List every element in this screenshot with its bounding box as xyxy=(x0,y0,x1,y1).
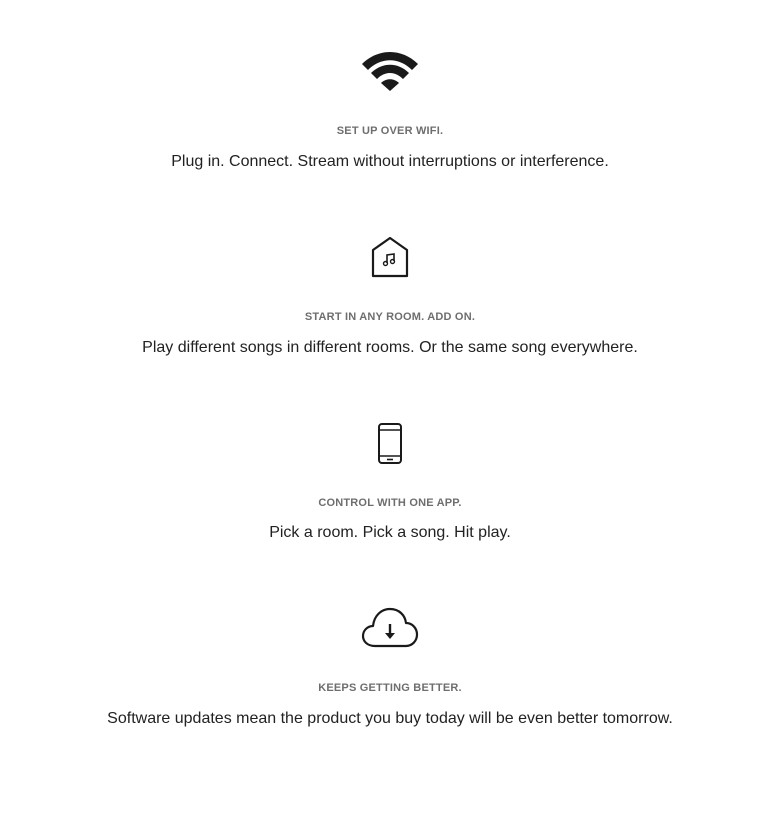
feature-description: Software updates mean the product you buy today will be even better tomorrow. xyxy=(107,710,673,727)
home-music-icon xyxy=(0,236,780,280)
feature-heading: SET UP OVER WIFI. xyxy=(336,125,444,137)
feature-heading: CONTROL WITH ONE APP. xyxy=(318,497,462,509)
smartphone-icon xyxy=(0,422,780,466)
feature-description: Plug in. Connect. Stream without interruptions or interference. xyxy=(171,153,609,170)
wifi-icon xyxy=(0,48,780,94)
cloud-download-icon xyxy=(0,606,780,652)
feature-description: Play different songs in different rooms. Or the same song everywhere. xyxy=(142,339,638,356)
feature-heading: START IN ANY ROOM. ADD ON. xyxy=(304,311,476,323)
feature-description: Pick a room. Pick a song. Hit play. xyxy=(269,524,511,541)
feature-heading: KEEPS GETTING BETTER. xyxy=(318,682,462,694)
